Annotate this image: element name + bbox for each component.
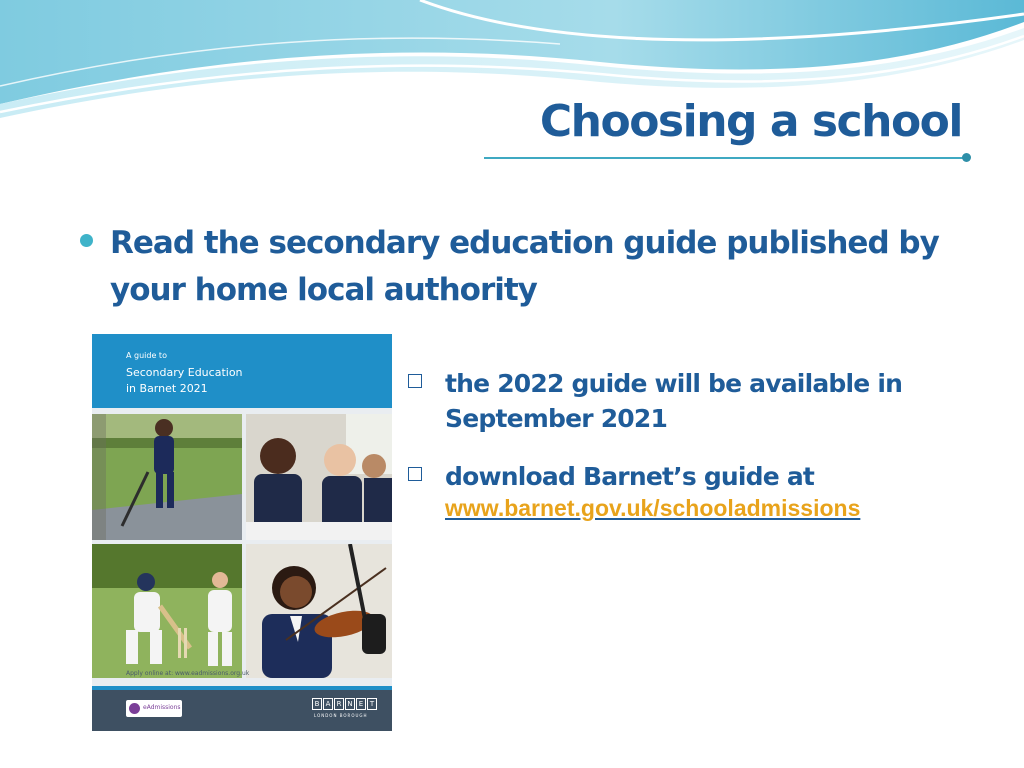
- guide-cover-image: [92, 334, 392, 731]
- cover-line-3: in Barnet 2021: [126, 382, 208, 395]
- barnet-logo-letter: E: [356, 698, 366, 710]
- barnet-logo: [312, 698, 377, 710]
- square-bullet-icon: [408, 467, 422, 481]
- barnet-logo-letter: A: [323, 698, 333, 710]
- sub-bullet-text: the 2022 guide will be available in September 2021: [445, 369, 903, 433]
- barnet-logo-letter: B: [312, 698, 322, 710]
- barnet-logo-letter: T: [367, 698, 377, 710]
- cover-footer-stripe: [92, 686, 392, 690]
- eadmissions-logo: [126, 700, 182, 717]
- cover-line-2: Secondary Education: [126, 366, 243, 379]
- square-bullet-icon: [408, 374, 422, 388]
- eadmissions-logo-text: eAdmissions: [143, 704, 181, 711]
- school-admissions-link[interactable]: www.barnet.gov.uk/schooladmissions: [445, 495, 861, 521]
- cover-header: [92, 334, 392, 408]
- sub-bullet-text: download Barnet’s guide at: [445, 462, 815, 491]
- slide-title: Choosing a school: [539, 96, 962, 147]
- title-underline-dot: [962, 153, 971, 162]
- barnet-logo-letter: N: [345, 698, 355, 710]
- cover-line-1: A guide to: [126, 351, 167, 360]
- cover-footer: [92, 686, 392, 731]
- barnet-logo-letter: R: [334, 698, 344, 710]
- photo-hockey-player: [92, 414, 242, 540]
- photo-violin-student: [246, 544, 392, 678]
- title-underline: [484, 157, 966, 159]
- photo-students-classroom: [246, 414, 392, 540]
- eadmissions-logo-icon: [129, 703, 140, 714]
- main-bullet-text: Read the secondary education guide published by your home local authority: [110, 225, 939, 308]
- photo-cricket-players: [92, 544, 242, 678]
- cover-apply-text: Apply online at: www.eadmissions.org.uk: [126, 670, 250, 677]
- bullet-dot-icon: [80, 234, 93, 247]
- barnet-logo-subtitle: LONDON BOROUGH: [314, 713, 368, 718]
